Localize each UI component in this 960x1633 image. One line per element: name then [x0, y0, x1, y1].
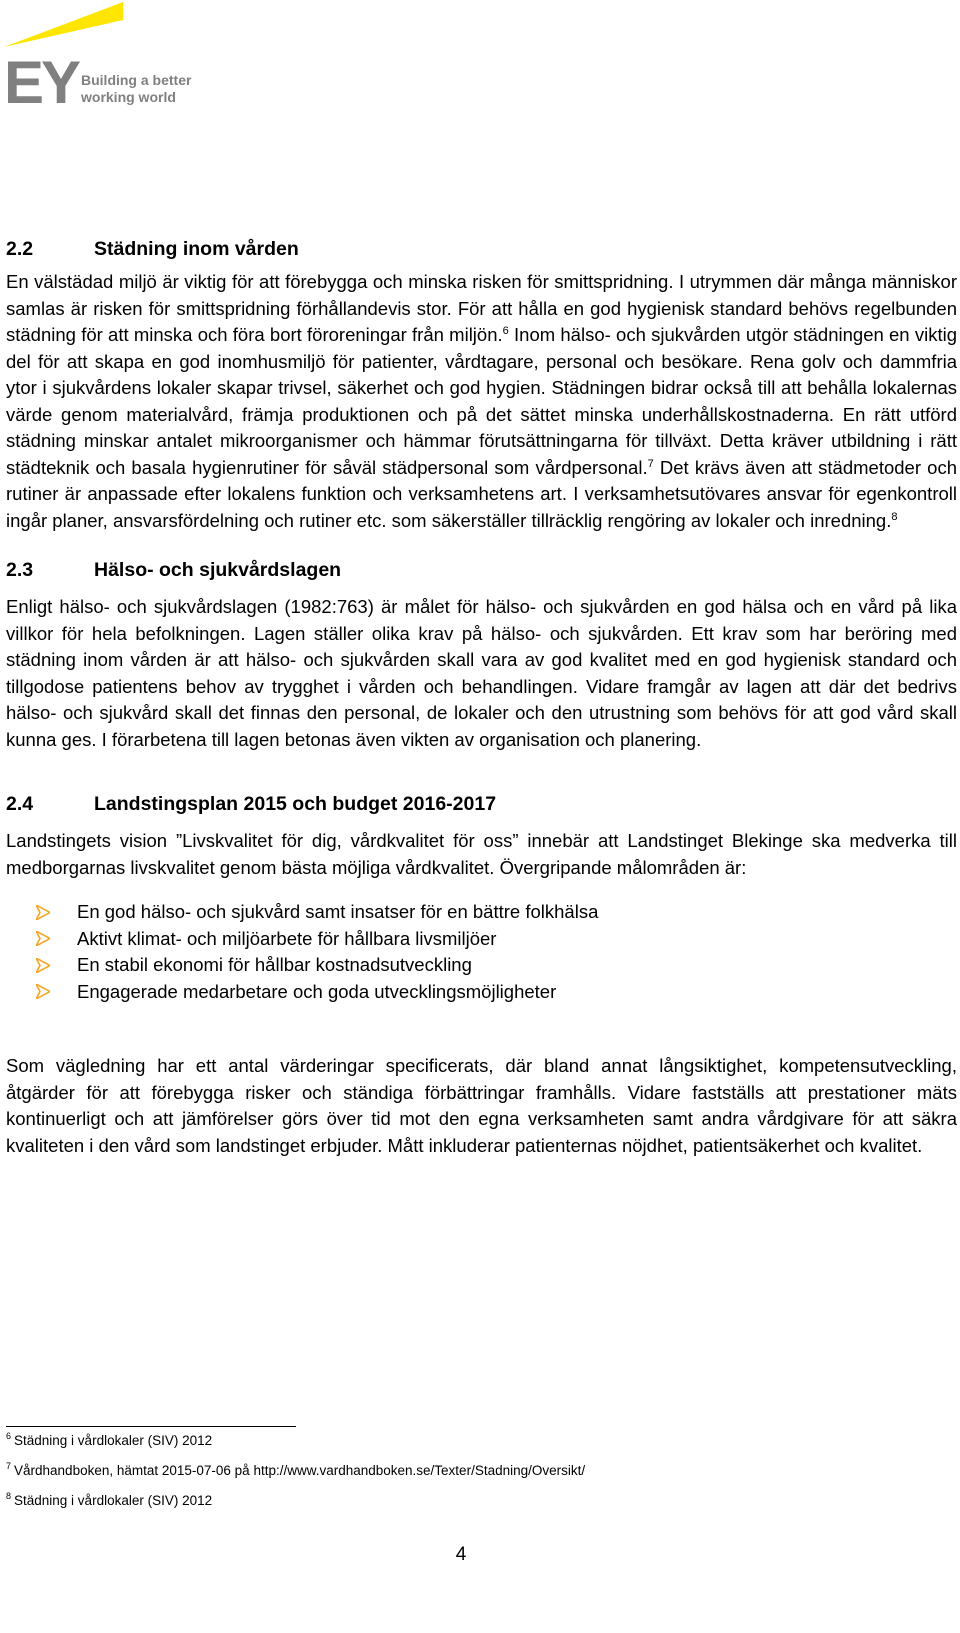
- goal-list: [6, 899, 957, 1005]
- paragraph-2-2: [6, 269, 957, 534]
- paragraph-2-4-values: Som vägledning har ett antal värderingar specificerats, där bland annat långsiktighet, kompetensutveckling, åtgärder för att förebygga risker och ständiga förbättringar framhålls. Vidare fastställs att prestationer mäts kontinuerligt och att jämförelser görs över tid mot den egna verksamheten samt andra vårdgivare för att säkra kvaliteten i den vård som landstinget erbjuder. Mått inkluderar patienternas nöjdhet, patientsäkerhet och kvalitet.: [6, 1055, 957, 1156]
- footnote-ref: 8: [891, 510, 898, 523]
- arrow-bullet-icon: [36, 931, 77, 946]
- section-heading-2-4: [6, 791, 957, 817]
- section-number: 2.3: [6, 559, 34, 581]
- footnote-ref: 6: [502, 325, 509, 337]
- ey-logo-tagline-1: Building a better: [81, 72, 192, 88]
- ey-logo: [4, 0, 204, 110]
- list-item-text: Engagerade medarbetare och goda utvecklingsmöjligheter: [77, 980, 557, 1002]
- paragraph-2-4-intro: Landstingets vision ”Livskvalitet för dig, vårdkvalitet för oss” innebär att Landstinget Blekinge ska medverka till medborgarnas livskvalitet genom bästa möjliga vårdkvalitet. Övergripande målområden är:: [6, 830, 957, 878]
- section-number: 2.2: [6, 238, 34, 260]
- footnotes: [6, 1433, 946, 1523]
- list-item: [36, 979, 957, 1006]
- footnote-ref: 7: [647, 457, 654, 470]
- footnote-number: 6: [6, 1431, 12, 1441]
- footnote-6: [6, 1433, 946, 1449]
- section-title: Städning inom vården: [94, 238, 299, 260]
- list-item-text: Aktivt klimat- och miljöarbete för hållbara livsmiljöer: [77, 927, 497, 949]
- footnote-text: Vårdhandboken, hämtat 2015-07-06 på http://www.vardhandboken.se/Texter/Stadning/Oversikt/: [14, 1463, 586, 1478]
- list-item-text: En stabil ekonomi för hållbar kostnadsutveckling: [77, 954, 472, 975]
- section-title: Landstingsplan 2015 och budget 2016-2017: [94, 793, 497, 815]
- ey-logo-tagline-2: working world: [81, 89, 176, 105]
- ey-logo-beam: [4, 2, 123, 47]
- arrow-bullet-icon: [36, 958, 77, 973]
- footnote-text: Städning i vårdlokaler (SIV) 2012: [14, 1493, 213, 1508]
- section-heading-2-2: [6, 236, 957, 262]
- footnote-number: 7: [6, 1461, 12, 1471]
- list-item-text: En god hälso- och sjukvård samt insatser för en bättre folkhälsa: [77, 901, 599, 922]
- page-number: 4: [455, 1544, 467, 1565]
- list-item: [36, 926, 957, 953]
- ey-logo-letters: EY: [4, 49, 79, 110]
- section-number: 2.4: [6, 793, 34, 815]
- arrow-bullet-icon: [36, 905, 77, 920]
- footnote-7: [6, 1463, 946, 1479]
- list-item: [36, 899, 957, 926]
- footnote-number: 8: [6, 1491, 12, 1501]
- document-body: [6, 236, 957, 1159]
- paragraph-text: En välstädad miljö är viktig för att förebygga och minska risken för smittspridning. I utrymmen där många människor samlas är risken för smittspridning förhållandevis stor. För att hålla en god hygienisk standard behövs regelbunden städning för att minska och föra bort föroreningar från miljön.: [6, 271, 957, 345]
- footnote-8: [6, 1493, 946, 1509]
- paragraph-2-3: Enligt hälso- och sjukvårdslagen (1982:763) är målet för hälso- och sjukvården en god hälsa och en vård på lika villkor för hela befolkningen. Lagen ställer olika krav på hälso- och sjukvården. Ett krav som har beröring med städning inom vården är att hälso- och sjukvården skall vara av god kvalitet med en god hygienisk standard och tillgodose patientens behov av trygghet i vården och behandlingen. Vidare framgår av lagen att där det bedrivs hälso- och sjukvård skall det finnas den personal, de lokaler och den utrustning som behövs för att god vård skall kunna ges. I förarbetena till lagen betonas även vikten av organisation och planering.: [6, 596, 957, 750]
- section-heading-2-3: [6, 557, 957, 583]
- footnote-separator: [6, 1426, 296, 1427]
- footnote-text: Städning i vårdlokaler (SIV) 2012: [14, 1433, 213, 1448]
- section-title: Hälso- och sjukvårdslagen: [94, 559, 342, 581]
- arrow-bullet-icon: [36, 984, 77, 999]
- paragraph-text: Det krävs även att städmetoder och rutiner är anpassade efter lokalens funktion och verksamhetens art. I verksamhetsutövares ansvar för egenkontroll ingår planer, ansvarsfördelning och rutiner etc. som säkerställer tillräcklig rengöring av lokaler och inredning.: [6, 456, 957, 531]
- list-item: [36, 952, 957, 979]
- ey-logo-graphic: [4, 0, 204, 110]
- paragraph-text: Inom hälso- och sjukvården utgör städningen en viktig del för att skapa en god inomhusmiljö för patienter, vårdtagare, personal och besökare. Rena golv och dammfria ytor i sjukvårdens lokaler skapar trivsel, säkerhet och god hygien. Städningen bidrar också till att behålla lokalernas värde genom materialvård, främja produktionen och på det sättet minska underhållskostnaderna. En rätt utförd städning minskar antalet mikroorganismer och hämmar förutsättningarna för tillväxt. Detta kräver utbildning i rätt städteknik och basala hygienrutiner för såväl städpersonal som vårdpersonal.: [6, 324, 957, 478]
